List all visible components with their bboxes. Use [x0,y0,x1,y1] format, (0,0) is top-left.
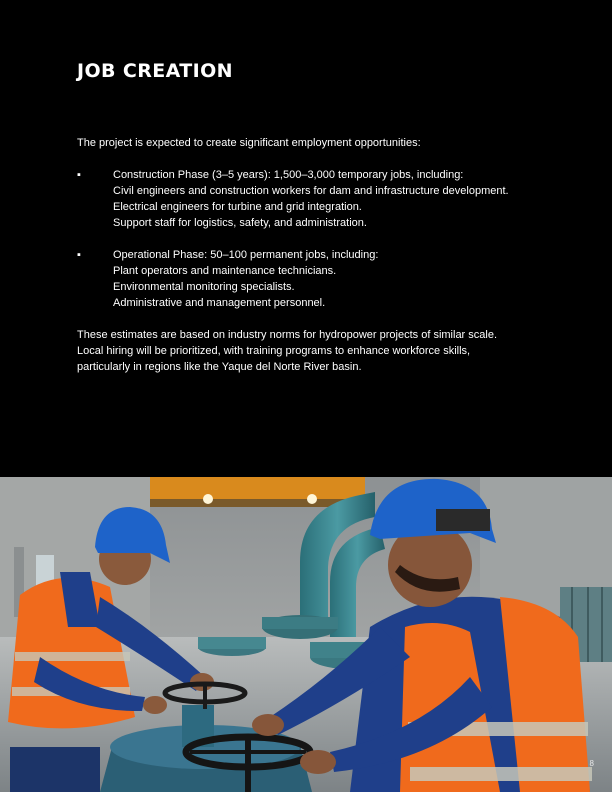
closing-line: These estimates are based on industry norms for hydropower projects of similar scale. [77,329,498,341]
bullet-lead: Operational Phase: 50–100 permanent jobs, including: [113,249,379,261]
intro-paragraph: The project is expected to create significant employment opportunities: [77,137,421,149]
hydropower-workers-photo [0,477,612,792]
bullet-marker: ▪ [77,169,81,181]
bullet-construction-phase [77,167,557,231]
closing-line: Local hiring will be prioritized, with training programs to enhance workforce skills, [77,345,471,357]
bullet-subitem: Support staff for logistics, safety, and administration. [113,217,367,229]
closing-paragraph [77,327,557,375]
bullet-operational-phase [77,247,557,311]
bullet-subitem: Environmental monitoring specialists. [113,281,295,293]
bullet-marker: ▪ [77,249,81,261]
closing-line: particularly in regions like the Yaque del Norte River basin. [77,361,362,373]
bullet-subitem: Administrative and management personnel. [113,297,326,309]
page-title: JOB CREATION [77,60,233,82]
page-number: 8 [589,759,594,768]
bullet-subitem: Civil engineers and construction workers for dam and infrastructure development. [113,185,509,197]
bullet-subitem: Electrical engineers for turbine and grid integration. [113,201,362,213]
bullet-lead: Construction Phase (3–5 years): 1,500–3,000 temporary jobs, including: [113,169,464,181]
body-text [77,135,557,375]
bullet-subitem: Plant operators and maintenance technicians. [113,265,337,277]
